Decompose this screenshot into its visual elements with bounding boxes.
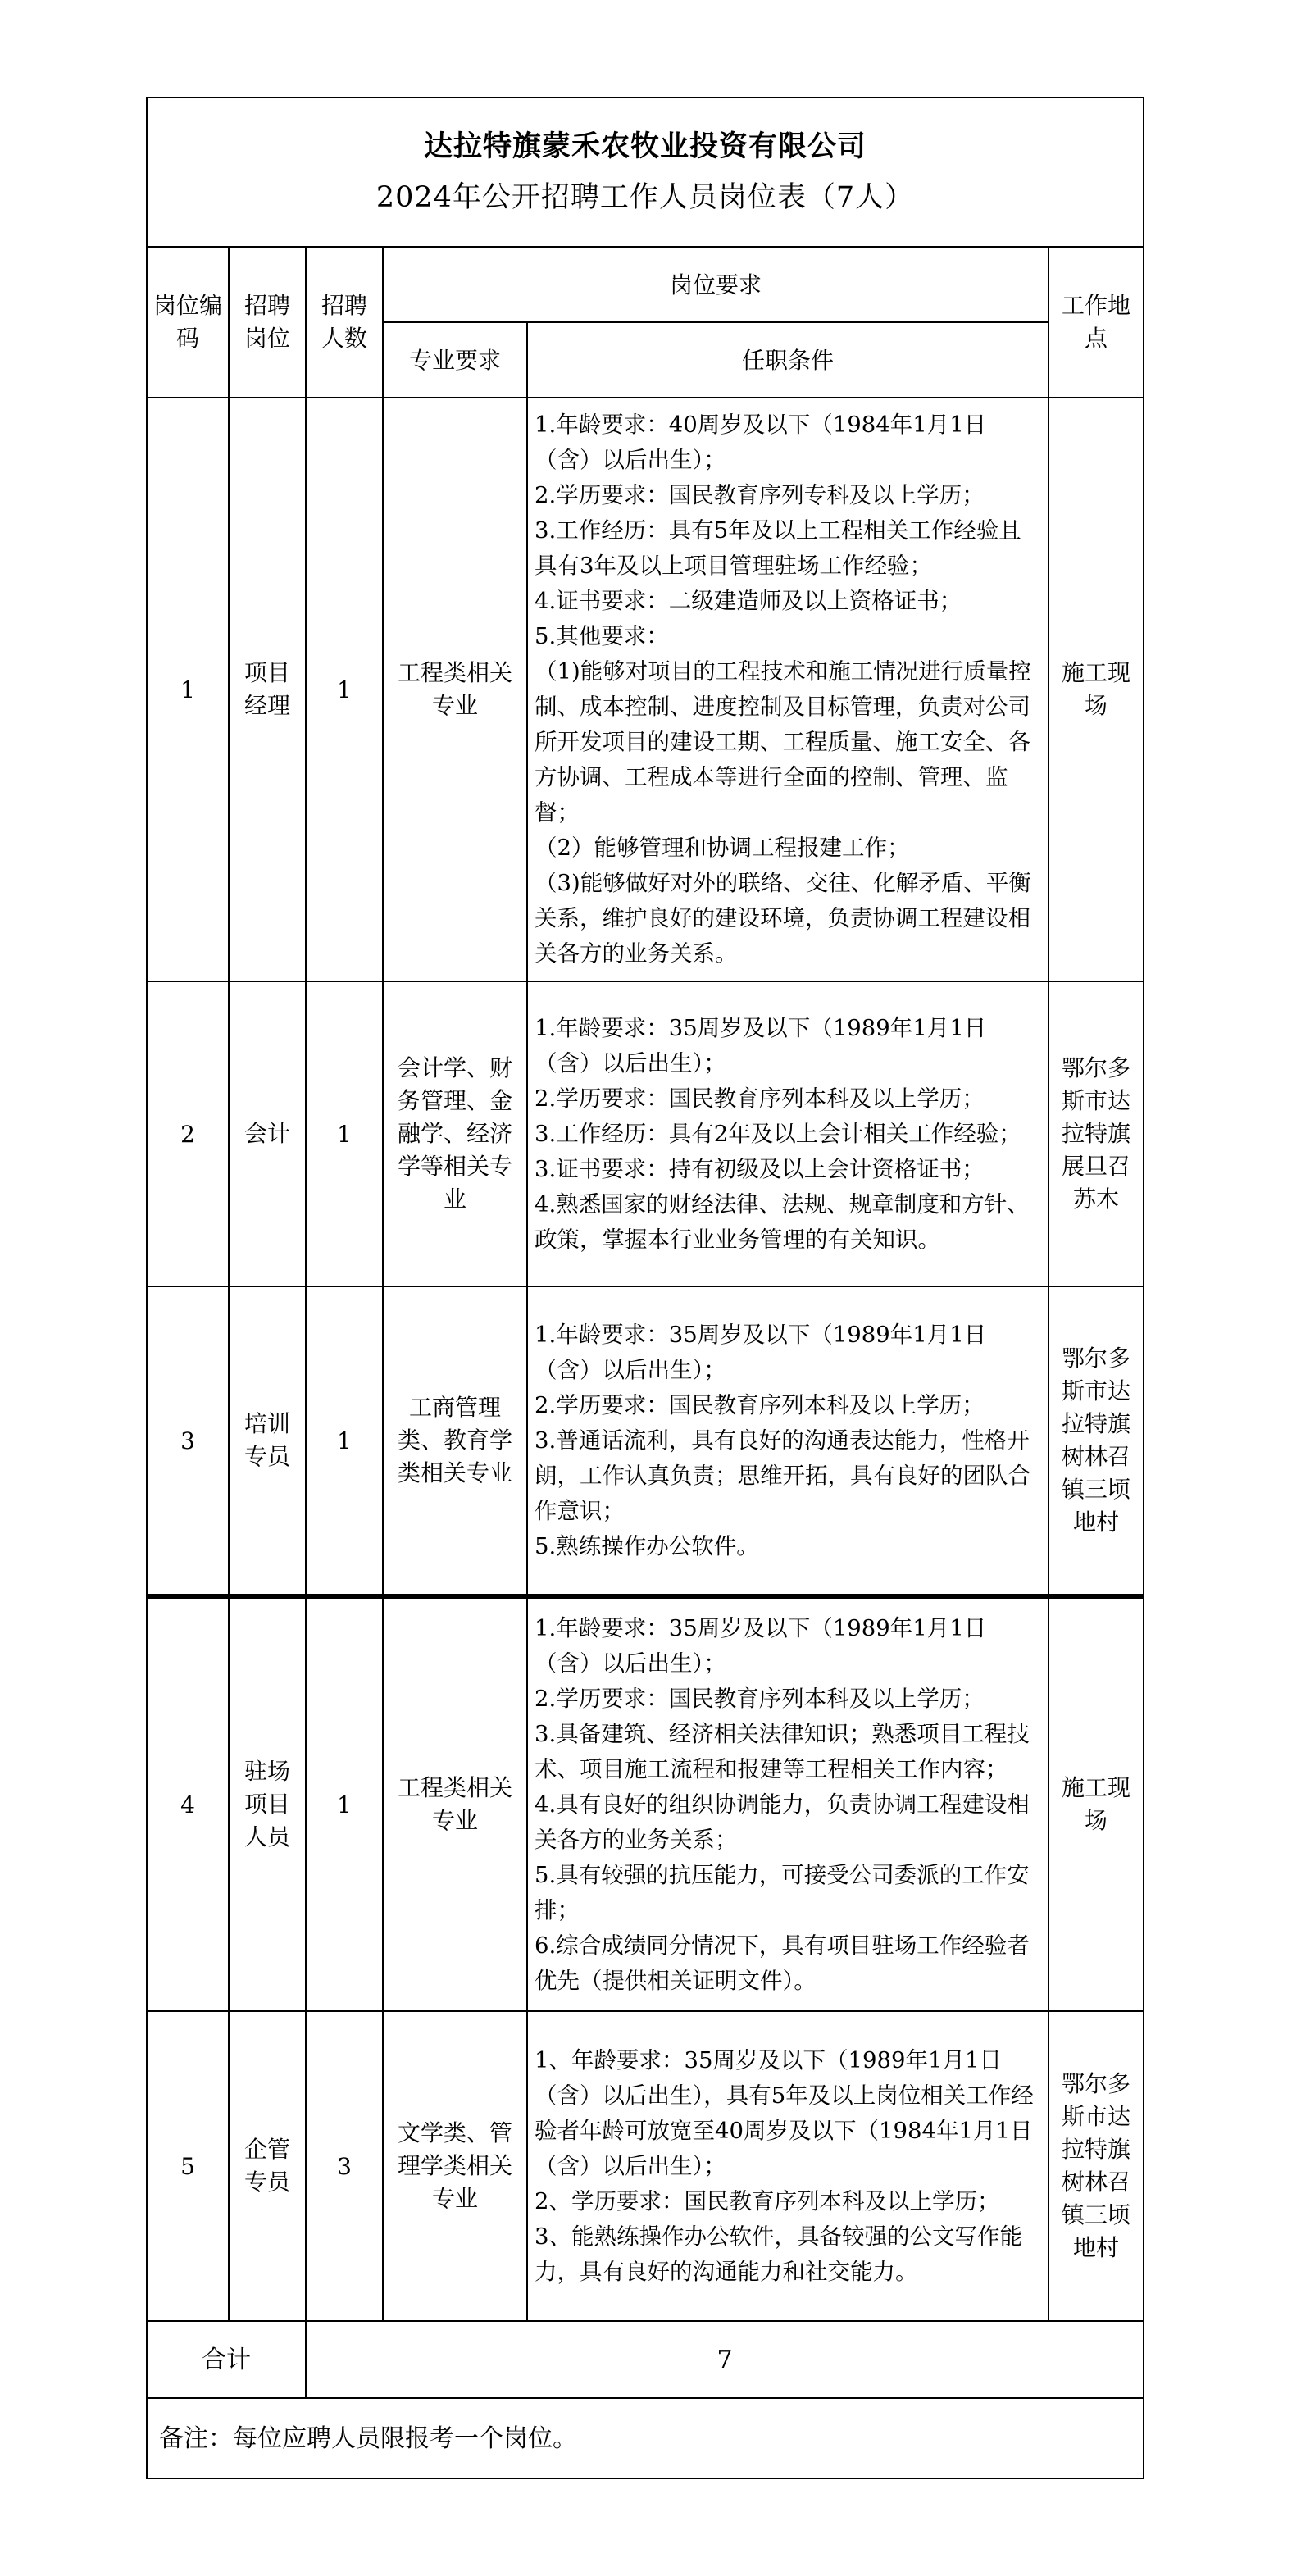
condition-line: 2.学历要求：国民教育序列本科及以上学历； [535,1391,985,1418]
condition-line: 2.学历要求：国民教育序列本科及以上学历； [535,1085,985,1112]
row-code: 5 [147,2011,229,2321]
condition-line: （2）能够管理和协调工程报建工作； [535,835,910,861]
row-code: 2 [147,981,229,1286]
row-major: 会计学、财务管理、金融学、经济学等相关专业 [383,981,527,1286]
header-conditions: 任职条件 [527,322,1049,398]
row-position: 项目经理 [229,398,306,981]
row-major: 工程类相关专业 [383,1596,527,2011]
row-code: 3 [147,1286,229,1596]
total-row [147,2321,1144,2398]
row-code: 1 [147,398,229,981]
row-count: 3 [306,2011,383,2321]
condition-line: 2、学历要求：国民教育序列本科及以上学历； [535,2187,1000,2214]
condition-line: 1.年龄要求：40周岁及以下（1984年1月1日（含）以后出生）； [535,412,987,473]
header-major: 专业要求 [383,322,527,398]
table-row [147,981,1144,1286]
row-position: 驻场项目人员 [229,1596,306,2011]
header-location: 工作地点 [1049,247,1144,398]
row-major: 工程类相关专业 [383,398,527,981]
table-subtitle: 2024年公开招聘工作人员岗位表（7人） [375,181,915,214]
row-location: 鄂尔多斯市达拉特旗树林召镇三顷地村 [1049,2011,1144,2321]
row-location: 鄂尔多斯市达拉特旗展旦召苏木 [1049,981,1144,1286]
condition-line: 5.具有较强的抗压能力，可接受公司委派的工作安排； [535,1861,1030,1923]
row-conditions [527,398,1049,981]
condition-line: （3)能够做好对外的联络、交往、化解矛盾、平衡关系，维护良好的建设环境，负责协调工程建设相关各方的业务关系。 [535,870,1031,967]
row-conditions [527,2011,1049,2321]
condition-line: 3.工作经历：具有5年及以上工程相关工作经验且具有3年及以上项目管理驻场工作经验； [535,517,1021,579]
recruitment-table [146,97,1144,2479]
condition-line: 3.具备建筑、经济相关法律知识；熟悉项目工程技术、项目施工流程和报建等工程相关工作内容； [535,1720,1030,1782]
row-major: 工商管理类、教育学类相关专业 [383,1286,527,1596]
condition-line: 5.熟练操作办公软件。 [535,1532,759,1559]
row-count: 1 [306,1286,383,1596]
condition-line: 4.熟悉国家的财经法律、法规、规章制度和方针、政策，掌握本行业业务管理的有关知识。 [535,1190,1030,1253]
condition-line: 4.具有良好的组织协调能力，负责协调工程建设相关各方的业务关系； [535,1791,1030,1853]
row-location: 施工现场 [1049,398,1144,981]
condition-line: 3.普通话流利，具有良好的沟通表达能力，性格开朗，工作认真负责；思维开拓，具有良好的团队合作意识； [535,1427,1030,1524]
condition-line: 5.其他要求： [535,623,669,649]
company-title: 达拉特旗蒙禾农牧业投资有限公司 [424,130,867,163]
header-count: 招聘人数 [306,247,383,398]
table-row [147,1286,1144,1596]
total-value: 7 [306,2321,1144,2398]
row-conditions [527,981,1049,1286]
condition-line: 3、能熟练操作办公软件，具备较强的公文写作能力，具有良好的沟通能力和社交能力。 [535,2223,1022,2285]
condition-line: 2.学历要求：国民教育序列本科及以上学历； [535,1685,985,1712]
condition-line: 1、年龄要求：35周岁及以下（1989年1月1日（含）以后出生），具有5年及以上岗位相关工作经验者年龄可放宽至40周岁及以下（1984年1月1日（含）以后出生）； [535,2046,1034,2179]
row-conditions [527,1286,1049,1596]
table-row [147,1596,1144,2011]
condition-line: 6.综合成绩同分情况下，具有项目驻场工作经验者优先（提供相关证明文件）。 [535,1932,1030,1994]
header-requirements: 岗位要求 [383,247,1049,322]
row-count: 1 [306,1596,383,2011]
row-count: 1 [306,398,383,981]
condition-line: 1.年龄要求：35周岁及以下（1989年1月1日（含）以后出生）； [535,1321,987,1383]
row-code: 4 [147,1596,229,2011]
row-position: 企管专员 [229,2011,306,2321]
total-label: 合计 [147,2321,306,2398]
row-conditions [527,1596,1049,2011]
row-location: 施工现场 [1049,1596,1144,2011]
condition-line: 3.证书要求：持有初级及以上会计资格证书； [535,1155,985,1182]
row-position: 会计 [229,981,306,1286]
condition-line: 1.年龄要求：35周岁及以下（1989年1月1日（含）以后出生）； [535,1614,987,1677]
condition-line: 1.年龄要求：35周岁及以下（1989年1月1日（含）以后出生）； [535,1014,987,1076]
header-position: 招聘岗位 [229,247,306,398]
condition-line: 3.工作经历：具有2年及以上会计相关工作经验； [535,1120,1021,1147]
row-count: 1 [306,981,383,1286]
row-major: 文学类、管理学类相关专业 [383,2011,527,2321]
recruitment-table-sheet [146,97,1143,2479]
table-title [147,98,1144,247]
note: 备注：每位应聘人员限报考一个岗位。 [147,2398,1144,2478]
table-row [147,398,1144,981]
condition-line: （1)能够对项目的工程技术和施工情况进行质量控制、成本控制、进度控制及目标管理，负责对公司所开发项目的建设工期、工程质量、施工安全、各方协调、工程成本等进行全面的控制、管理、监督； [535,658,1031,826]
row-location: 鄂尔多斯市达拉特旗树林召镇三顷地村 [1049,1286,1144,1596]
table-row [147,2011,1144,2321]
condition-line: 4.证书要求：二级建造师及以上资格证书； [535,588,962,614]
header-code: 岗位编码 [147,247,229,398]
row-position: 培训专员 [229,1286,306,1596]
condition-line: 2.学历要求：国民教育序列专科及以上学历； [535,482,985,508]
